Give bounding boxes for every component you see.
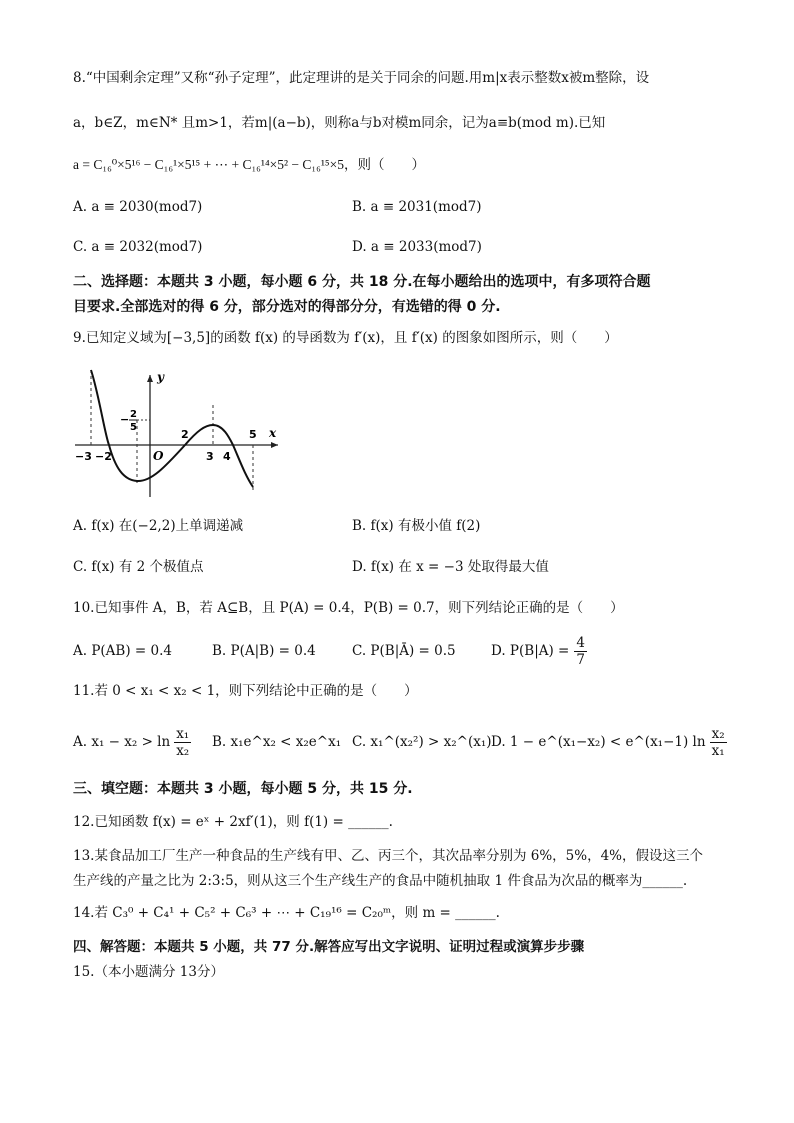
derivative-graph [73,365,283,500]
q11-option-c: C. x₁^(x₂²) > x₂^(x₁) [352,734,492,750]
q10-option-d-fraction [574,635,587,668]
q11-option-a-prefix: A. x₁ − x₂ > ln [73,734,171,750]
y-axis-arrow-icon [147,375,153,382]
tick-label-frac-denominator: 5 [130,422,137,433]
q9-option-d: D. f(x) 在 x = −3 处取得最大值 [352,559,549,575]
q13-stem-line1: 13.某食品加工厂生产一种食品的生产线有甲、乙、丙三个，其次品率分别为 6%，5%，4%，假设这三个 [73,848,704,864]
q11-option-a-denominator: x₂ [176,742,190,759]
q11-stem: 11.若 0 < x₁ < x₂ < 1，则下列结论中正确的是（ ） [73,683,418,699]
section3-heading: 三、填空题：本题共 3 小题，每小题 5 分，共 15 分. [73,781,413,797]
q8-stem-line1: 8.“中国剩余定理”又称“孙子定理”，此定理讲的是关于同余的问题.用m|x表示整数x被m整除，设 [73,70,650,86]
q11-option-d-fraction [710,726,727,759]
q14-stem: 14.若 C₃⁰ + C₄¹ + C₅² + C₆³ + ⋯ + C₁₉¹⁶ = C₂₀ᵐ，则 m = ______. [73,905,500,921]
tick-label-3: 3 [206,450,214,463]
q11-option-d-numerator: x₂ [711,725,725,742]
q8-option-b: B. a ≡ 2031(mod7) [352,199,482,215]
q8-stem-line3: a = C₁₆⁰×5¹⁶ − C₁₆¹×5¹⁵ + ⋯ + C₁₆¹⁴×5² − C₁₆¹⁵×5，则（ ） [73,157,425,172]
q11-option-d-prefix: D. 1 − e^(x₁−x₂) < e^(x₁−1) ln [491,734,706,750]
tick-label-frac-numerator: 2 [130,409,137,420]
tick-label-neg3: −3 [75,450,92,463]
q8-stem-line2: a，b∈Z，m∈N* 且m>1，若m|(a−b)，则称a与b对模m同余，记为a≡b(mod m).已知 [73,115,606,131]
q12-stem: 12.已知函数 f(x) = eˣ + 2xf′(1)，则 f(1) = ______. [73,814,393,830]
q8-option-d: D. a ≡ 2033(mod7) [352,239,482,255]
q10-option-d [491,632,587,670]
tick-label-5: 5 [249,428,257,441]
q11-option-d [491,722,727,762]
q11-option-a-numerator: x₁ [176,725,190,742]
tick-label-2: 2 [181,428,189,441]
section2-heading-line2: 目要求.全部选对的得 6 分，部分选对的得部分分，有选错的得 0 分. [73,299,501,315]
q10-stem: 10.已知事件 A，B，若 A⊆B，且 P(A) = 0.4，P(B) = 0.7，则下列结论正确的是（ ） [73,600,624,616]
q10-option-c: C. P(B|Ā) = 0.5 [352,643,456,659]
tick-label-4: 4 [223,450,231,463]
q15-stem: 15.（本小题满分 13分） [73,964,224,980]
x-axis-label: x [269,426,277,440]
q8-option-c: C. a ≡ 2032(mod7) [73,239,203,255]
q10-option-b: B. P(A|B) = 0.4 [212,643,316,659]
q11-option-b: B. x₁e^x₂ < x₂e^x₁ [212,734,342,750]
q9-option-c: C. f(x) 有 2 个极值点 [73,559,204,575]
q11-option-a [73,722,191,762]
q10-option-a: A. P(AB) = 0.4 [73,643,172,659]
tick-label-minus-sign: − [120,413,130,426]
x-axis-arrow-icon [271,442,278,448]
q11-option-d-denominator: x₁ [711,742,725,759]
tick-label-neg2: −2 [95,450,112,463]
origin-label: O [153,449,164,463]
q11-option-a-fraction [174,726,191,759]
q10-option-d-numerator: 4 [576,634,585,651]
section2-heading-line1: 二、选择题：本题共 3 小题，每小题 6 分，共 18 分.在每小题给出的选项中，有多项符合题 [73,274,651,290]
q9-stem: 9.已知定义域为[−3,5]的函数 f(x) 的导函数为 f′(x)，且 f′(x) 的图象如图所示，则（ ） [73,330,618,346]
y-axis-label: y [157,370,164,384]
q8-option-a: A. a ≡ 2030(mod7) [73,199,203,215]
q9-option-b: B. f(x) 有极小值 f(2) [352,518,481,534]
q9-option-a: A. f(x) 在(−2,2)上单调递减 [73,518,244,534]
q10-option-d-prefix: D. P(B|A) = [491,643,570,659]
section4-heading: 四、解答题：本题共 5 小题，共 77 分.解答应写出文字说明、证明过程或演算步步骤 [73,939,585,955]
derivative-curve [91,370,253,487]
q13-stem-line2: 生产线的产量之比为 2:3:5，则从这三个生产线生产的食品中随机抽取 1 件食品为次品的概率为______. [73,873,688,889]
q10-option-d-denominator: 7 [576,651,585,668]
